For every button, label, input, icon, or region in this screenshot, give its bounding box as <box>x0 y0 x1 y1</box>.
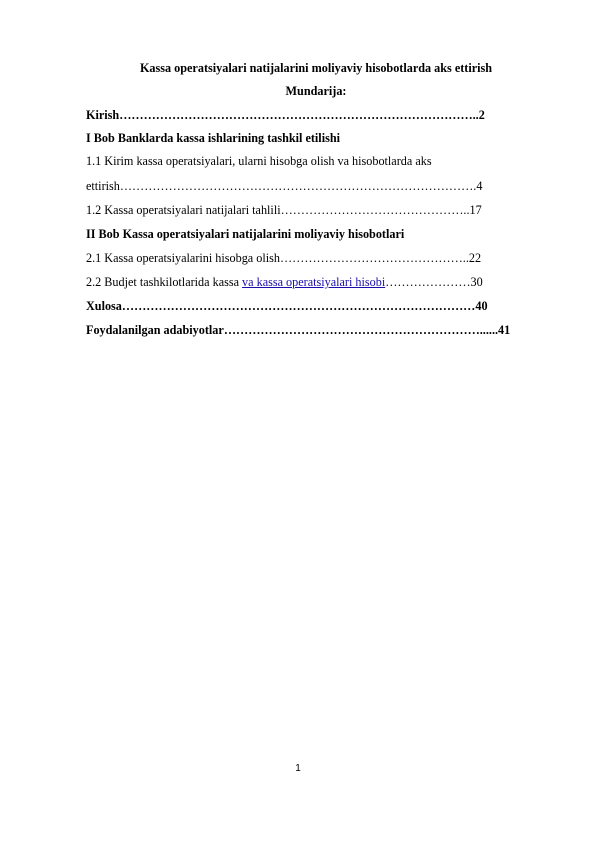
toc-label: 2.1 Kassa operatsiyalarini hisobga olish <box>86 251 280 265</box>
toc-chapter-2[interactable]: II Bob Kassa operatsiyalari natijalarini moliyaviy hisobotlari <box>86 227 405 241</box>
toc-label: Xulosa <box>86 299 122 313</box>
toc-label: Kirish <box>86 108 120 122</box>
toc-page: 22 <box>468 251 482 265</box>
toc-entry-1-1-line2[interactable] <box>86 178 546 194</box>
toc-leader: ………………………………………………………...... <box>223 323 499 337</box>
page-number: 1 <box>295 763 301 774</box>
toc-hyperlink[interactable]: va kassa operatsiyalari hisobi <box>242 275 386 289</box>
toc-leader: ……………………………………….. <box>280 203 470 217</box>
toc-leader: …………………………………………………………………………… <box>121 299 476 313</box>
toc-leader: …………………………………………………………………………….. <box>119 108 479 122</box>
document-title: Kassa operatsiyalari natijalarini moliyaviy hisobotlarda aks ettirish <box>139 61 493 75</box>
toc-leader: ……………………………………………………………………………. <box>119 179 477 193</box>
toc-entry-1-2[interactable] <box>86 202 546 218</box>
toc-page: 30 <box>470 275 483 289</box>
toc-entry-conclusion[interactable] <box>86 298 546 314</box>
toc-entry-2-2[interactable] <box>86 274 546 290</box>
toc-entry-2-1[interactable] <box>86 250 546 266</box>
toc-label: 1.2 Kassa operatsiyalari natijalari tahlili <box>86 203 281 217</box>
contents-heading: Mundarija: <box>285 84 347 98</box>
toc-page: 4 <box>476 179 483 193</box>
toc-page: 2 <box>478 108 485 122</box>
toc-page: 40 <box>475 299 488 313</box>
toc-entry-1-1-line1[interactable]: 1.1 Kirim kassa operatsiyalari, ularni hisobga olish va hisobotlarda aks <box>86 154 432 168</box>
toc-leader: ………………… <box>385 275 471 289</box>
toc-chapter-1[interactable]: I Bob Banklarda kassa ishlarining tashkil etilishi <box>86 131 340 145</box>
toc-leader: ……………………………………….. <box>279 251 469 265</box>
toc-label: ettirish <box>86 179 120 193</box>
toc-label: 2.2 Budjet tashkilotlarida kassa <box>86 275 243 289</box>
toc-page: 41 <box>498 323 511 337</box>
toc-entry-references[interactable] <box>86 322 546 338</box>
toc-page: 17 <box>469 203 482 217</box>
toc-label: Foydalanilgan adabiyotlar <box>86 323 224 337</box>
toc-entry-intro[interactable] <box>86 107 546 123</box>
